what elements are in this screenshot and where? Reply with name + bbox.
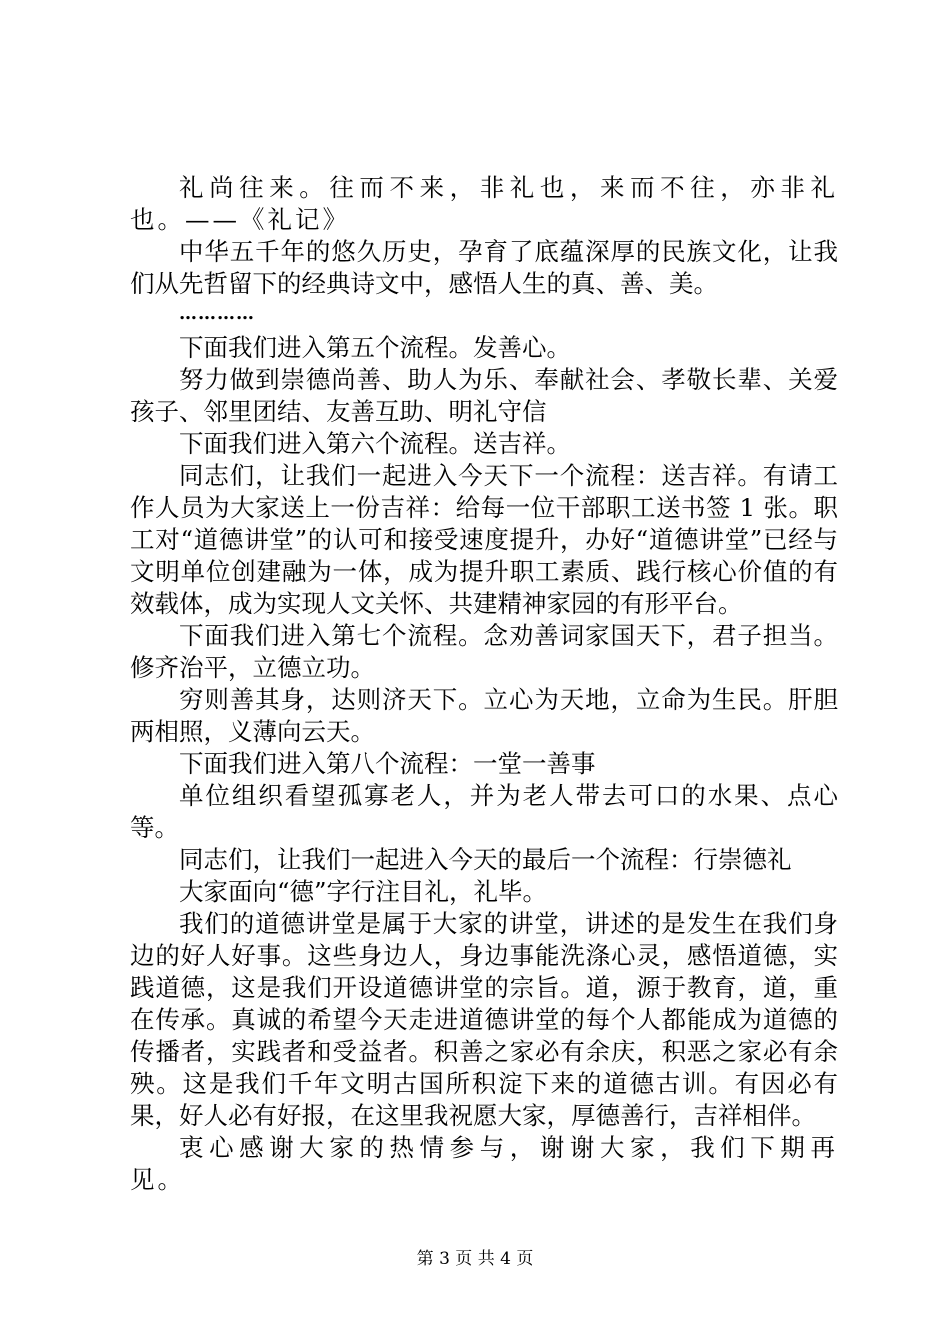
paragraph-intro: 中华五千年的悠久历史，孕育了底蕴深厚的民族文化，让我们从先哲留下的经典诗文中，感悟人生的真、善、美。 <box>130 237 838 298</box>
paragraph-final-step: 同志们，让我们一起进入今天的最后一个流程：行崇德礼 <box>179 845 792 874</box>
paragraph-step-six: 下面我们进入第六个流程。送吉祥。 <box>179 429 571 458</box>
paragraph-step-five: 下面我们进入第五个流程。发善心。 <box>179 333 571 362</box>
paragraph-step-six-content: 同志们，让我们一起进入今天下一个流程：送吉祥。有请工作人员为大家送上一份吉祥：给每一位干部职工送书签 1 张。职工对“道德讲堂”的认可和接受速度提升，办好“道德讲堂”已经与文明单位创建融为一体，成为提升职工素质、践行核心价值的有效载体，成为实现人文关怀、共建精神家园的有形平台。 <box>130 461 838 618</box>
paragraph-step-seven-content: 穷则善其身，达则济天下。立心为天地，立命为生民。肝胆两相照，义薄向云天。 <box>130 685 838 746</box>
paragraph-step-five-content: 努力做到崇德尚善、助人为乐、奉献社会、孝敬长辈、关爱孩子、邻里团结、友善互助、明礼守信 <box>130 365 838 426</box>
paragraph-thanks: 衷心感谢大家的热情参与，谢谢大家，我们下期再见。 <box>130 1133 838 1194</box>
paragraph-salute: 大家面向“德”字行注目礼，礼毕。 <box>179 877 548 906</box>
paragraph-step-eight: 下面我们进入第八个流程：一堂一善事 <box>179 749 596 778</box>
paragraph-ellipsis: ………… <box>179 303 255 324</box>
paragraph-quote-liji: 礼尚往来。往而不来，非礼也，来而不往，亦非礼也。——《礼记》 <box>130 173 838 234</box>
page-number-footer: 第 3 页 共 4 页 <box>416 1249 534 1269</box>
document-body <box>130 172 838 1196</box>
paragraph-step-eight-content: 单位组织看望孤寡老人，并为老人带去可口的水果、点心等。 <box>130 781 838 842</box>
paragraph-closing-speech: 我们的道德讲堂是属于大家的讲堂，讲述的是发生在我们身边的好人好事。这些身边人，身边事能洗涤心灵，感悟道德，实践道德，这是我们开设道德讲堂的宗旨。道，源于教育，道，重在传承。真诚的希望今天走进道德讲堂的每个人都能成为道德的传播者，实践者和受益者。积善之家必有余庆，积恶之家必有余殃。这是我们千年文明古国所积淀下来的道德古训。有因必有果，好人必有好报，在这里我祝愿大家，厚德善行，吉祥相伴。 <box>130 909 838 1130</box>
paragraph-step-seven: 下面我们进入第七个流程。念劝善词家国天下，君子担当。修齐治平，立德立功。 <box>130 621 838 682</box>
